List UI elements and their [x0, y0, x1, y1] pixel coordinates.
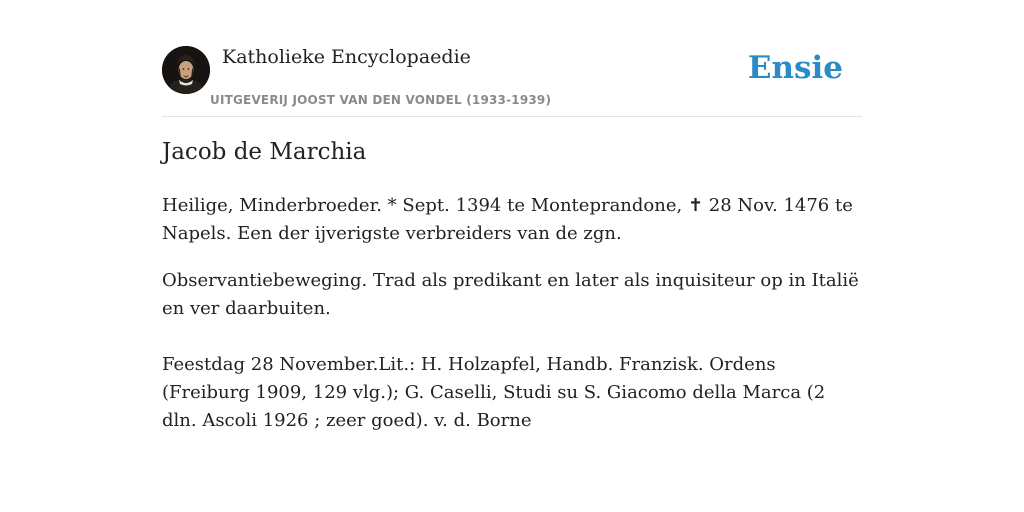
site-header: [162, 46, 862, 117]
publisher-label: UITGEVERIJ JOOST VAN DEN VONDEL (1933-1939): [210, 93, 552, 107]
brand-logo[interactable]: Ensie: [747, 50, 843, 86]
site-name[interactable]: Katholieke Encyclopaedie: [222, 46, 471, 68]
article-paragraph: Heilige, Minderbroeder. * Sept. 1394 te Monteprandone, ✝ 28 Nov. 1476 te Napels. Een der ijverigste verbreiders van de zgn.: [162, 195, 853, 244]
article-title: Jacob de Marchia: [162, 139, 367, 165]
article-paragraph: Observantiebeweging. Trad als predikant en later als inquisiteur op in Italië en ver daarbuiten.: [162, 270, 859, 319]
portrait-icon[interactable]: [162, 46, 210, 94]
article-paragraph: Feestdag 28 November.Lit.: H. Holzapfel, Handb. Franzisk. Ordens (Freiburg 1909, 129 vlg.); G. Caselli, Studi su S. Giacomo della Marca (2 dln. Ascoli 1926 ; zeer goed). v. d. Borne: [162, 354, 826, 431]
